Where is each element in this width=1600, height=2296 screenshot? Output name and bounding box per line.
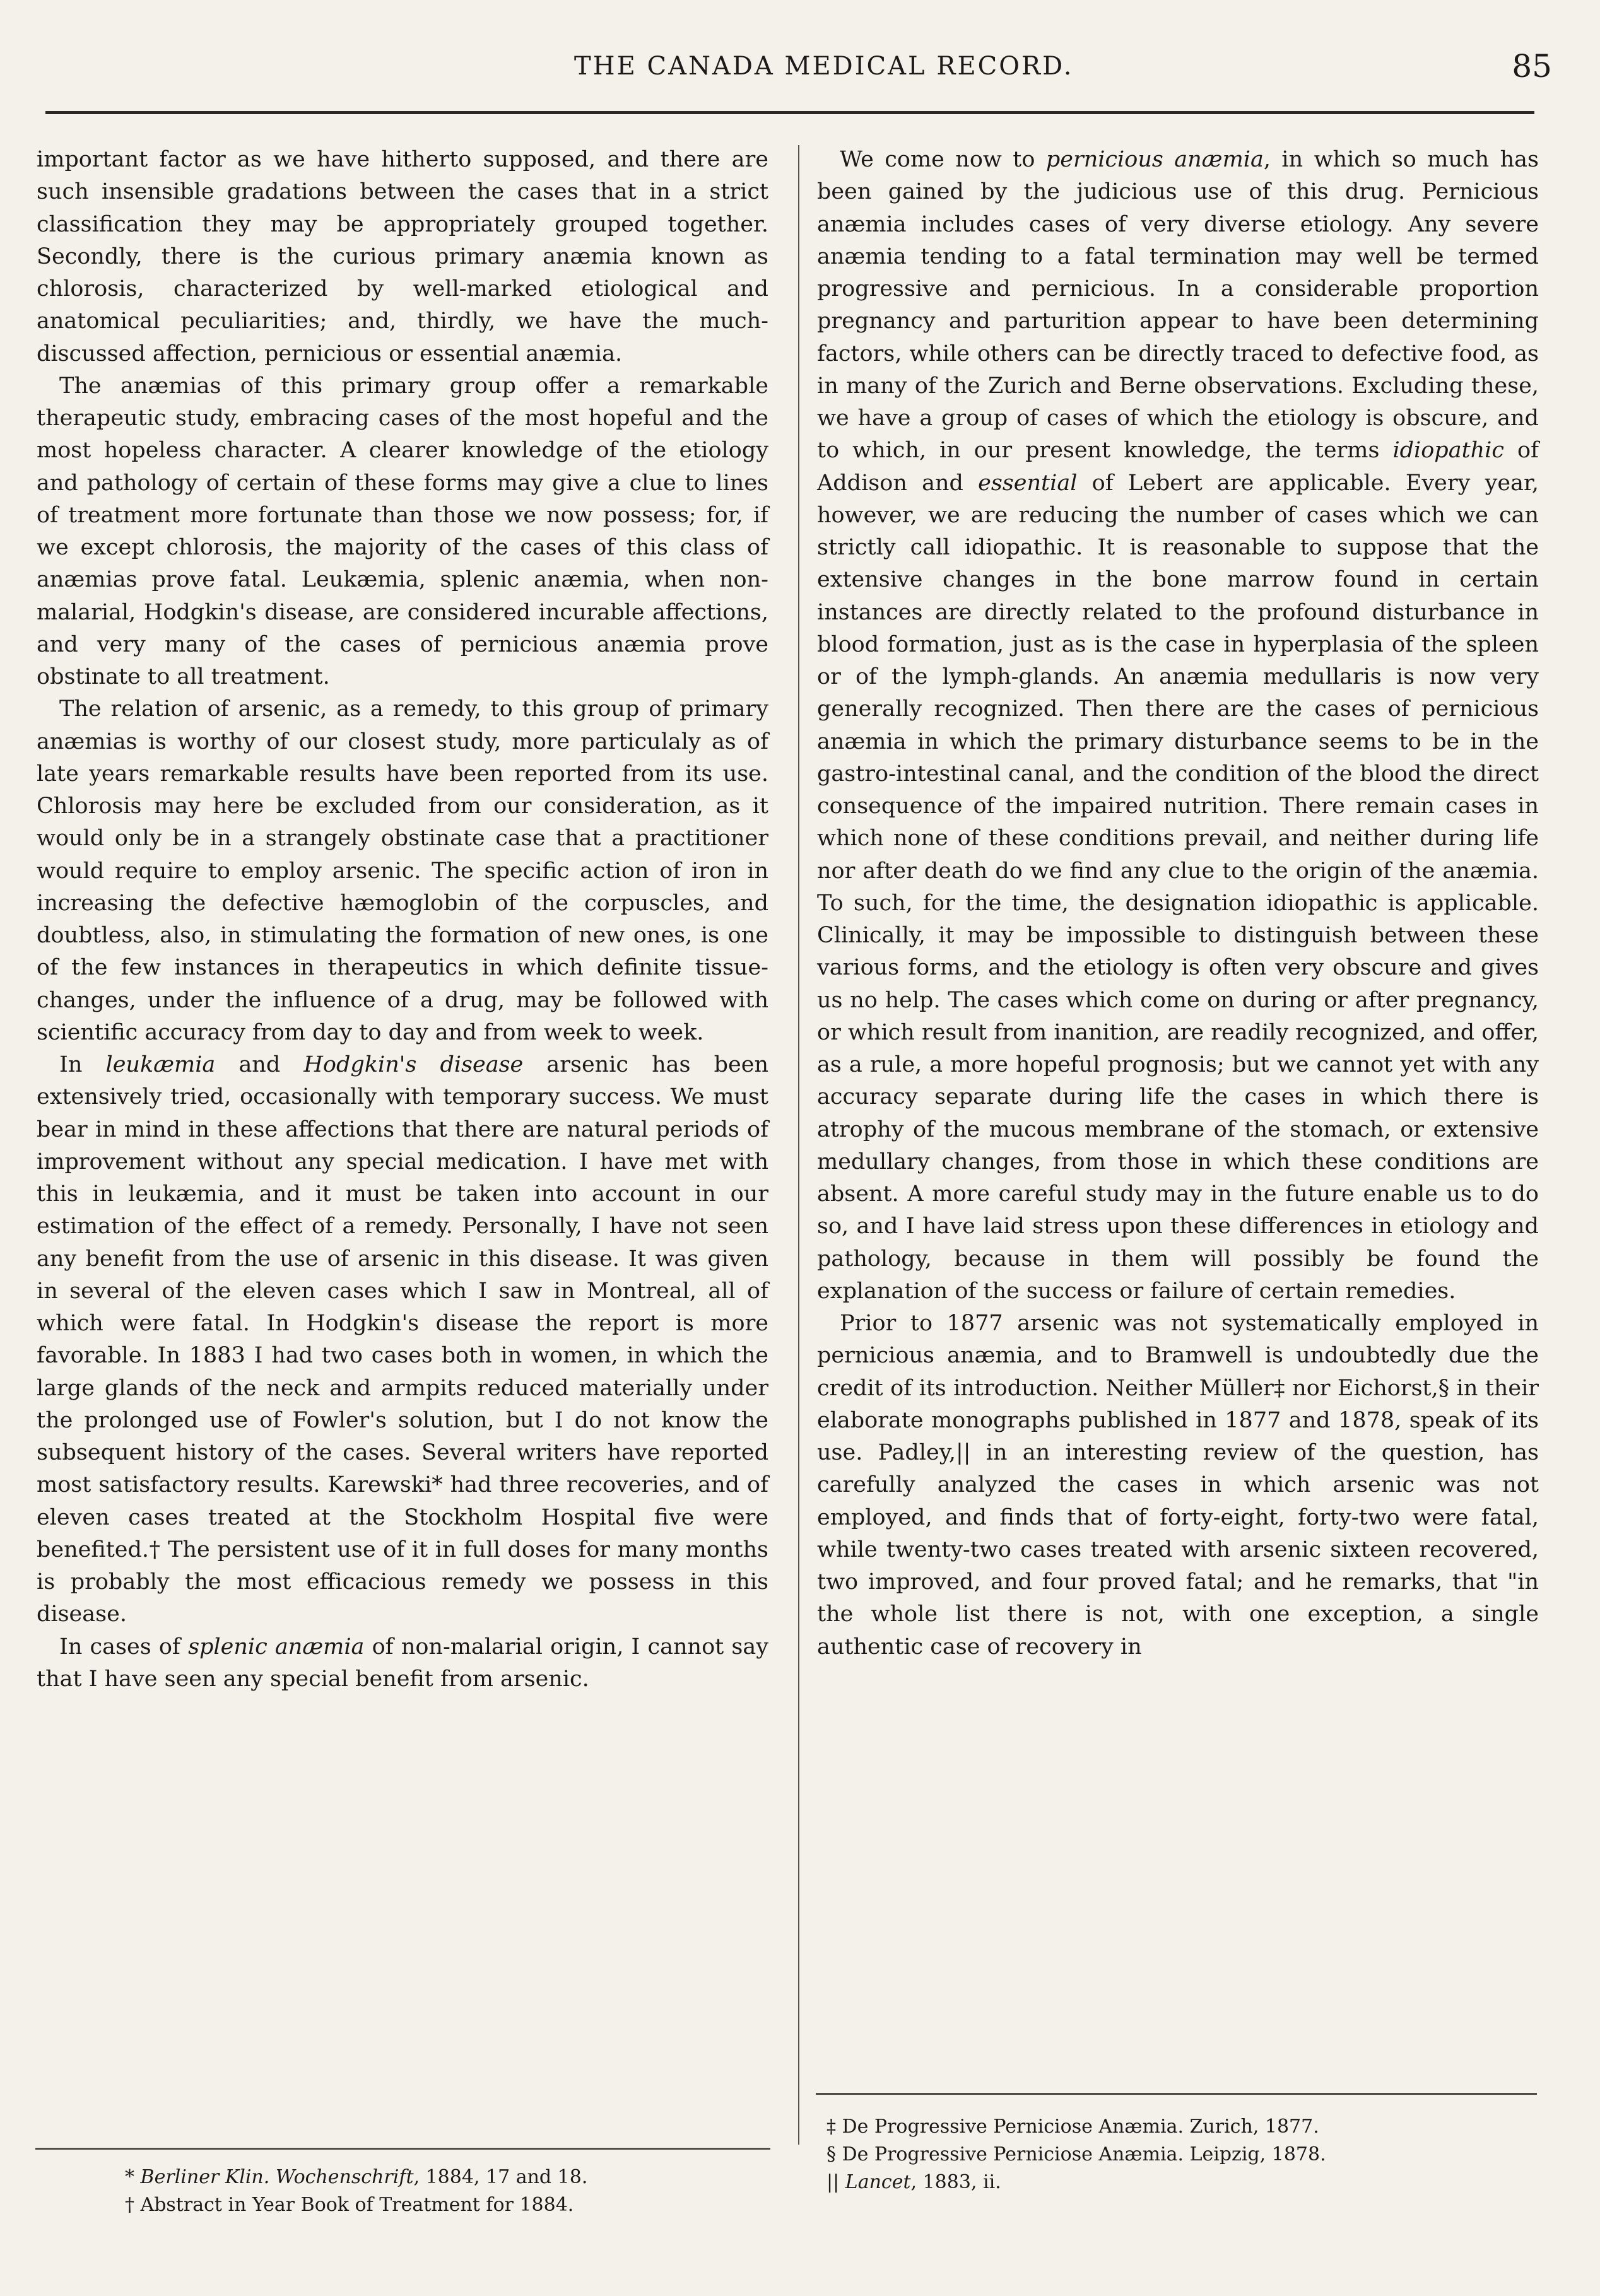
hodgkins-disease-italic: Hodgkin's disease <box>303 1052 524 1077</box>
footnote-dagger <box>125 2191 756 2219</box>
footnote-section <box>826 2141 1533 2169</box>
column-rule <box>798 145 799 2145</box>
left-paragraph-3: The relation of arsenic, as a remedy, to this group of primary anæmias is worthy of our closest study, more particulaly as of late years remarkable results have been reported from its use. Chlorosis may here be excluded from our consideration, as it would only be in a strangely obstinate case that a practitioner would require to employ arsenic. The specific action of iron in increasing the defective hæmoglobin of the corpuscles, and doubtless, also, in stimulating the formation of new ones, is one of the few instances in therapeutics in which definite tissue-changes, under the influence of a drug, may be followed with scientific accuracy from day to day and from week to week. <box>37 696 768 1045</box>
left-footnotes <box>125 2164 756 2219</box>
left-paragraph-2: The anæmias of this primary group offer a remarkable therapeutic study, embracing cases of the most hopeful and the most hopeless character. A clearer knowledge of the etiology and pathology of certain of these forms may give a clue to lines of treatment more fortunate than those we now possess; for, if we except chlorosis, the majority of the cases of this class of anæmias prove fatal. Leukæmia, splenic anæmia, when non-malarial, Hodgkin's disease, are considered incurable affections, and very many of the cases of pernicious anæmia prove obstinate to all treatment. <box>37 373 768 689</box>
footnote-asterisk-text: , 1884, 17 and 18. <box>413 2166 588 2188</box>
left-paragraph-4-middle: and <box>215 1052 304 1077</box>
right-paragraph-2: Prior to 1877 arsenic was not systematically employed in pernicious anæmia, and to Bramwell is undoubtedly due the credit of its introduction. Neither Müller‡ nor Eichorst,§ in their elaborate monographs published in 1877 and 1878, speak of its use. Padley,|| in an interesting review of the question, has carefully analyzed the cases in which arsenic was not employed, and finds that of forty-eight, forty-two were fatal, while twenty-two cases treated with arsenic sixteen recovered, two improved, and four proved fatal; and he remarks, that "in the whole list there is not, with one exception, a single authentic case of recovery in <box>817 1311 1539 1660</box>
footnote-dagger-text: Abstract in Year Book of Treatment for 1884. <box>140 2194 574 2216</box>
footnote-lancet-title: Lancet <box>845 2171 911 2193</box>
footnote-double-dagger-text: De Progressive Perniciose Anæmia. Zurich, 1877. <box>842 2116 1319 2138</box>
footnote-parallel-mark: || <box>826 2171 840 2193</box>
left-paragraph-4-before: In <box>59 1052 106 1077</box>
right-text-column <box>817 144 1539 1663</box>
journal-title: THE CANADA MEDICAL RECORD. <box>574 52 1074 81</box>
footnote-double-dagger <box>826 2113 1533 2141</box>
left-paragraph-4 <box>37 1049 768 1631</box>
right-paragraph-1 <box>817 144 1539 1308</box>
right-paragraph-1-continuation: of Lebert are applicable. Every year, however, we are reducing the number of cases which we can strictly call idiopathic. It is reasonable to suppose that the extensive changes in the bone marrow found in certain instances are directly related to the profound disturbance in blood formation, just as is the case in hyperplasia of the spleen or of the lymph-glands. An anæmia medullaris is now very generally recognized. Then there are the cases of pernicious anæmia in which the primary disturbance seems to be in the gastro-intestinal canal, and the condition of the blood the direct consequence of the impaired nutrition. There remain cases in which none of these conditions prevail, and neither during life nor after death do we find any clue to the origin of the anæmia. To such, for the time, the designation idiopathic is applicable. Clinically, it may be impossible to distinguish between these various forms, and the etiology is often very obscure and gives us no help. The cases which come on during or after pregnancy, or which result from inanition, are readily recognized, and offer, as a rule, a more hopeful prognosis; but we cannot yet with any accuracy separate during life the cases in which there is atrophy of the mucous membrane of the stomach, or extensive medullary changes, from those in which these conditions are absent. A more careful study may in the future enable us to do so, and I have laid stress upon these differences in etiology and pathology, because in them will possibly be found the explanation of the success or failure of certain remedies. <box>817 470 1539 1304</box>
page-header <box>76 49 1565 100</box>
essential-italic: essential <box>978 470 1078 496</box>
left-footnote-rule <box>35 2148 770 2150</box>
left-paragraph-5-after: of non-malarial origin, I cannot say that I have seen any special benefit from arsenic. <box>37 1634 769 1692</box>
right-footnotes <box>826 2113 1533 2196</box>
right-paragraph-1-before: We come now to <box>840 147 1046 172</box>
footnote-section-text: De Progressive Perniciose Anæmia. Leipzig, 1878. <box>842 2143 1326 2165</box>
left-paragraph-1: important factor as we have hitherto supposed, and there are such insensible gradations between the cases that in a strict classification they may be appropriately grouped together. Secondly, there is the curious primary anæmia known as chlorosis, characterized by well-marked etiological and anatomical peculiarities; and, thirdly, we have the much-discussed affection, pernicious or essential anæmia. <box>37 147 768 366</box>
header-rule <box>45 111 1534 114</box>
footnote-asterisk <box>125 2164 756 2191</box>
footnote-double-dagger-mark: ‡ <box>826 2116 836 2138</box>
left-paragraph-5 <box>37 1631 768 1696</box>
footnote-asterisk-title: Berliner Klin. Wochenschrift <box>140 2166 414 2188</box>
idiopathic-italic: idiopathic <box>1392 438 1504 464</box>
page-number: 85 <box>1512 48 1552 85</box>
footnote-parallel-text: , 1883, ii. <box>910 2171 1001 2193</box>
splenic-anaemia-italic: splenic anæmia <box>188 1634 365 1660</box>
right-paragraph-1-middle: of Addison and <box>817 438 1539 496</box>
footnote-parallel <box>826 2169 1533 2196</box>
left-text-column <box>37 144 768 1696</box>
pernicious-anaemia-italic: pernicious anæmia <box>1045 147 1264 172</box>
footnote-asterisk-mark: * <box>125 2166 134 2188</box>
right-paragraph-1-after: , in which so much has been gained by the judicious use of this drug. Pernicious anæmia includes cases of very diverse etiology. Any severe anæmia tending to a fatal termination may well be termed progressive and pernicious. In a considerable proportion pregnancy and parturition appear to have been determining factors, while others can be directly traced to defective food, as in many of the Zurich and Berne observations. Excluding these, we have a group of cases of which the etiology is obscure, and to which, in our present knowledge, the terms <box>817 147 1539 464</box>
left-paragraph-5-before: In cases of <box>59 1634 189 1660</box>
left-paragraph-4-after: arsenic has been extensively tried, occasionally with temporary success. We must bear in mind in these affections that there are natural periods of improvement without any special medication. I have met with this in leukæmia, and it must be taken into account in our estimation of the effect of a remedy. Personally, I have not seen any benefit from the use of arsenic in this disease. It was given in several of the eleven cases which I saw in Montreal, all of which were fatal. In Hodgkin's disease the report is more favorable. In 1883 I had two cases both in women, in which the large glands of the neck and armpits reduced materially under the prolonged use of Fowler's solution, but I do not know the subsequent history of the cases. Several writers have reported most satisfactory results. Karewski* had three recoveries, and of eleven cases treated at the Stockholm Hospital five were benefited.† The persistent use of it in full doses for many months is probably the most efficacious remedy we possess in this disease. <box>37 1052 768 1627</box>
footnote-section-mark: § <box>826 2143 836 2165</box>
right-footnote-rule <box>816 2093 1537 2095</box>
footnote-dagger-mark: † <box>125 2194 134 2216</box>
leukaemia-italic: leukæmia <box>105 1052 216 1077</box>
